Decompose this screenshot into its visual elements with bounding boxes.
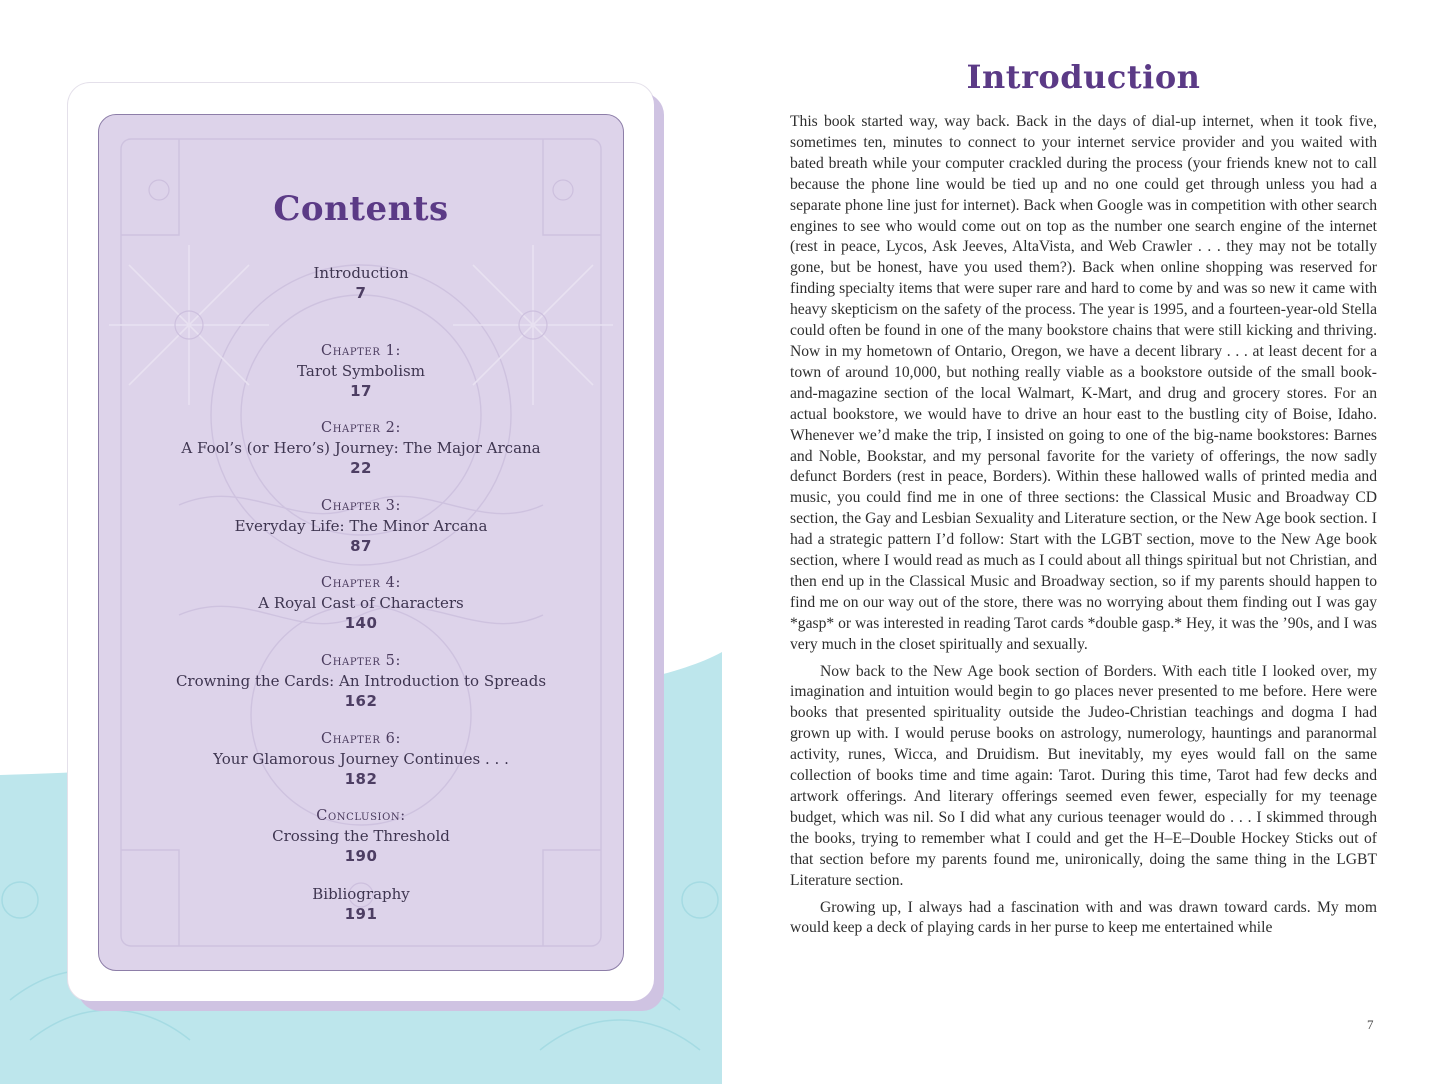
toc-list [99, 263, 623, 961]
toc-entry-chapter-2[interactable] [99, 418, 623, 496]
toc-entry-title: Everyday Life: The Minor Arcana [234, 516, 488, 535]
toc-entry-introduction[interactable] [99, 263, 623, 341]
toc-card [68, 83, 654, 1001]
toc-entry-title: Bibliography [312, 884, 410, 903]
toc-entry-title: A Royal Cast of Characters [258, 594, 464, 613]
toc-entry-chapter-label: Chapter 4: [321, 575, 401, 592]
toc-entry-page: 190 [344, 847, 378, 866]
contents-heading: Contents [273, 189, 449, 229]
toc-entry-chapter-label: Chapter 5: [321, 652, 401, 669]
toc-entry-chapter-label: Chapter 1: [321, 342, 401, 359]
toc-entry-chapter-label: Chapter 3: [321, 497, 401, 514]
toc-entry-title: Crowning the Cards: An Introduction to Spreads [175, 671, 547, 690]
body-paragraph: This book started way, way back. Back in the days of dial-up internet, when it took five, sometimes ten, minutes to connect to your internet service provider and you waited with bated breath while your computer crackled during the process (your friends knew not to call because the phone line would be tied up and no one could get through unless you had a separate phone line just for internet). Back when Google was in competition with other search engines to see who would come out on top as the number one search engine of the internet (rest in peace, Lycos, Ask Jeeves, AltaVista, and Web Crawler . . . they may not be totally gone, but be honest, have you used them?). Back when online shopping was reserved for finding specialty items that were super rare and hard to come by and was so new it came with heavy skepticism on the safety of the process. The year is 1995, and a fourteen-year-old Stella could often be found in one of the many bookstore chains that were still kicking and thriving. Now in my hometown of Ontario, Oregon, we have a decent library . . . at least decent for a town of around 10,000, but nothing really viable as a bookstore outside of the small book-and-magazine section of the local Walmart, K-Mart, and drug and grocery stores. For an actual bookstore, we would have to drive an hour east to the bustling city of Boise, Idaho. Whenever we’d make the trip, I insisted on going to one of the big-name bookstores: Barnes and Noble, Bookstar, and my personal favorite for the variety of offerings, the now sadly defunct Borders (rest in peace, Borders). Within these hallowed walls of printed media and music, you could find me in one of three sections: the Classical Music and Broadway CD section, the Gay and Lesbian Sexuality and Literature section, or the New Age book section. I had a strategic pattern I’d follow: Start with the LGBT section, move to the New Age book section, where I would read as much as I could about all things spiritual but not Christian, and then end up in the Classical Music and Broadway section, so if my parents should happen to find me on our way out of the store, there was no worrying about them finding out I was gay *gasp* or was interested in reading Tarot cards *double gasp.* Hey, it was the ’90s, and I was very much in the closet spiritually and sexually. [790, 113, 1378, 653]
toc-entry-conclusion[interactable] [99, 806, 623, 884]
toc-entry-title: Introduction [313, 264, 409, 282]
toc-entry-page: 22 [350, 459, 372, 478]
toc-entry-chapter-label: Chapter 2: [321, 420, 401, 437]
toc-entry-chapter-5[interactable] [99, 651, 623, 729]
toc-entry-bibliography[interactable] [99, 884, 623, 962]
toc-entry-page: 140 [344, 614, 378, 633]
toc-entry-chapter-label: Chapter 6: [321, 730, 401, 747]
toc-entry-chapter-6[interactable] [99, 729, 623, 807]
page-number: 7 [1367, 1017, 1374, 1032]
toc-card-inner [98, 114, 624, 971]
introduction-page [722, 0, 1445, 1084]
toc-entry-chapter-1[interactable] [99, 341, 623, 419]
contents-page [0, 0, 722, 1084]
introduction-body [790, 112, 1377, 945]
body-paragraph: Growing up, I always had a fascination with and was drawn toward cards. My mom would keep a deck of playing cards in her purse to keep me entertained while [790, 898, 1377, 937]
toc-entry-chapter-3[interactable] [99, 496, 623, 574]
toc-entry-page: 17 [350, 381, 372, 400]
toc-entry-page: 182 [344, 769, 378, 788]
toc-entry-title: Crossing the Threshold [272, 827, 450, 846]
toc-entry-title: A Fool’s (or Hero’s) Journey: The Major Arcana [181, 439, 541, 458]
body-paragraph: Now back to the New Age book section of Borders. With each title I looked over, my imagination and intuition would begin to go places never presented to me before. Here were books that presented spirituality outside the Judeo-Christian teachings and dogma I had grown up with. I would peruse books on astrology, numerology, hauntings and paranormal activity, runes, Wicca, and Druidism. But inevitably, my eyes would fall on the same collection of books time and time again: Tarot. During this time, Tarot had few decks and artwork offerings. And literary offerings seemed even fewer, especially for my teenage budget, which was nil. So I did what any curious teenager would do . . . I skimmed through the books, trying to remember what I could and get the H–E–Double Hockey Sticks out of that section before my parents found me, unironically, doing the same thing in the LGBT Literature section. [790, 662, 1377, 889]
toc-entry-page: 87 [350, 536, 372, 555]
toc-entry-chapter-4[interactable] [99, 573, 623, 651]
toc-entry-chapter-label: Conclusion: [316, 808, 406, 825]
toc-entry-page: 191 [344, 904, 378, 923]
toc-entry-page: 7 [355, 284, 367, 302]
introduction-heading: Introduction [966, 58, 1201, 96]
toc-entry-title: Tarot Symbolism [297, 361, 425, 380]
toc-entry-page: 162 [344, 691, 378, 710]
toc-entry-title: Your Glamorous Journey Continues . . . [213, 749, 509, 768]
